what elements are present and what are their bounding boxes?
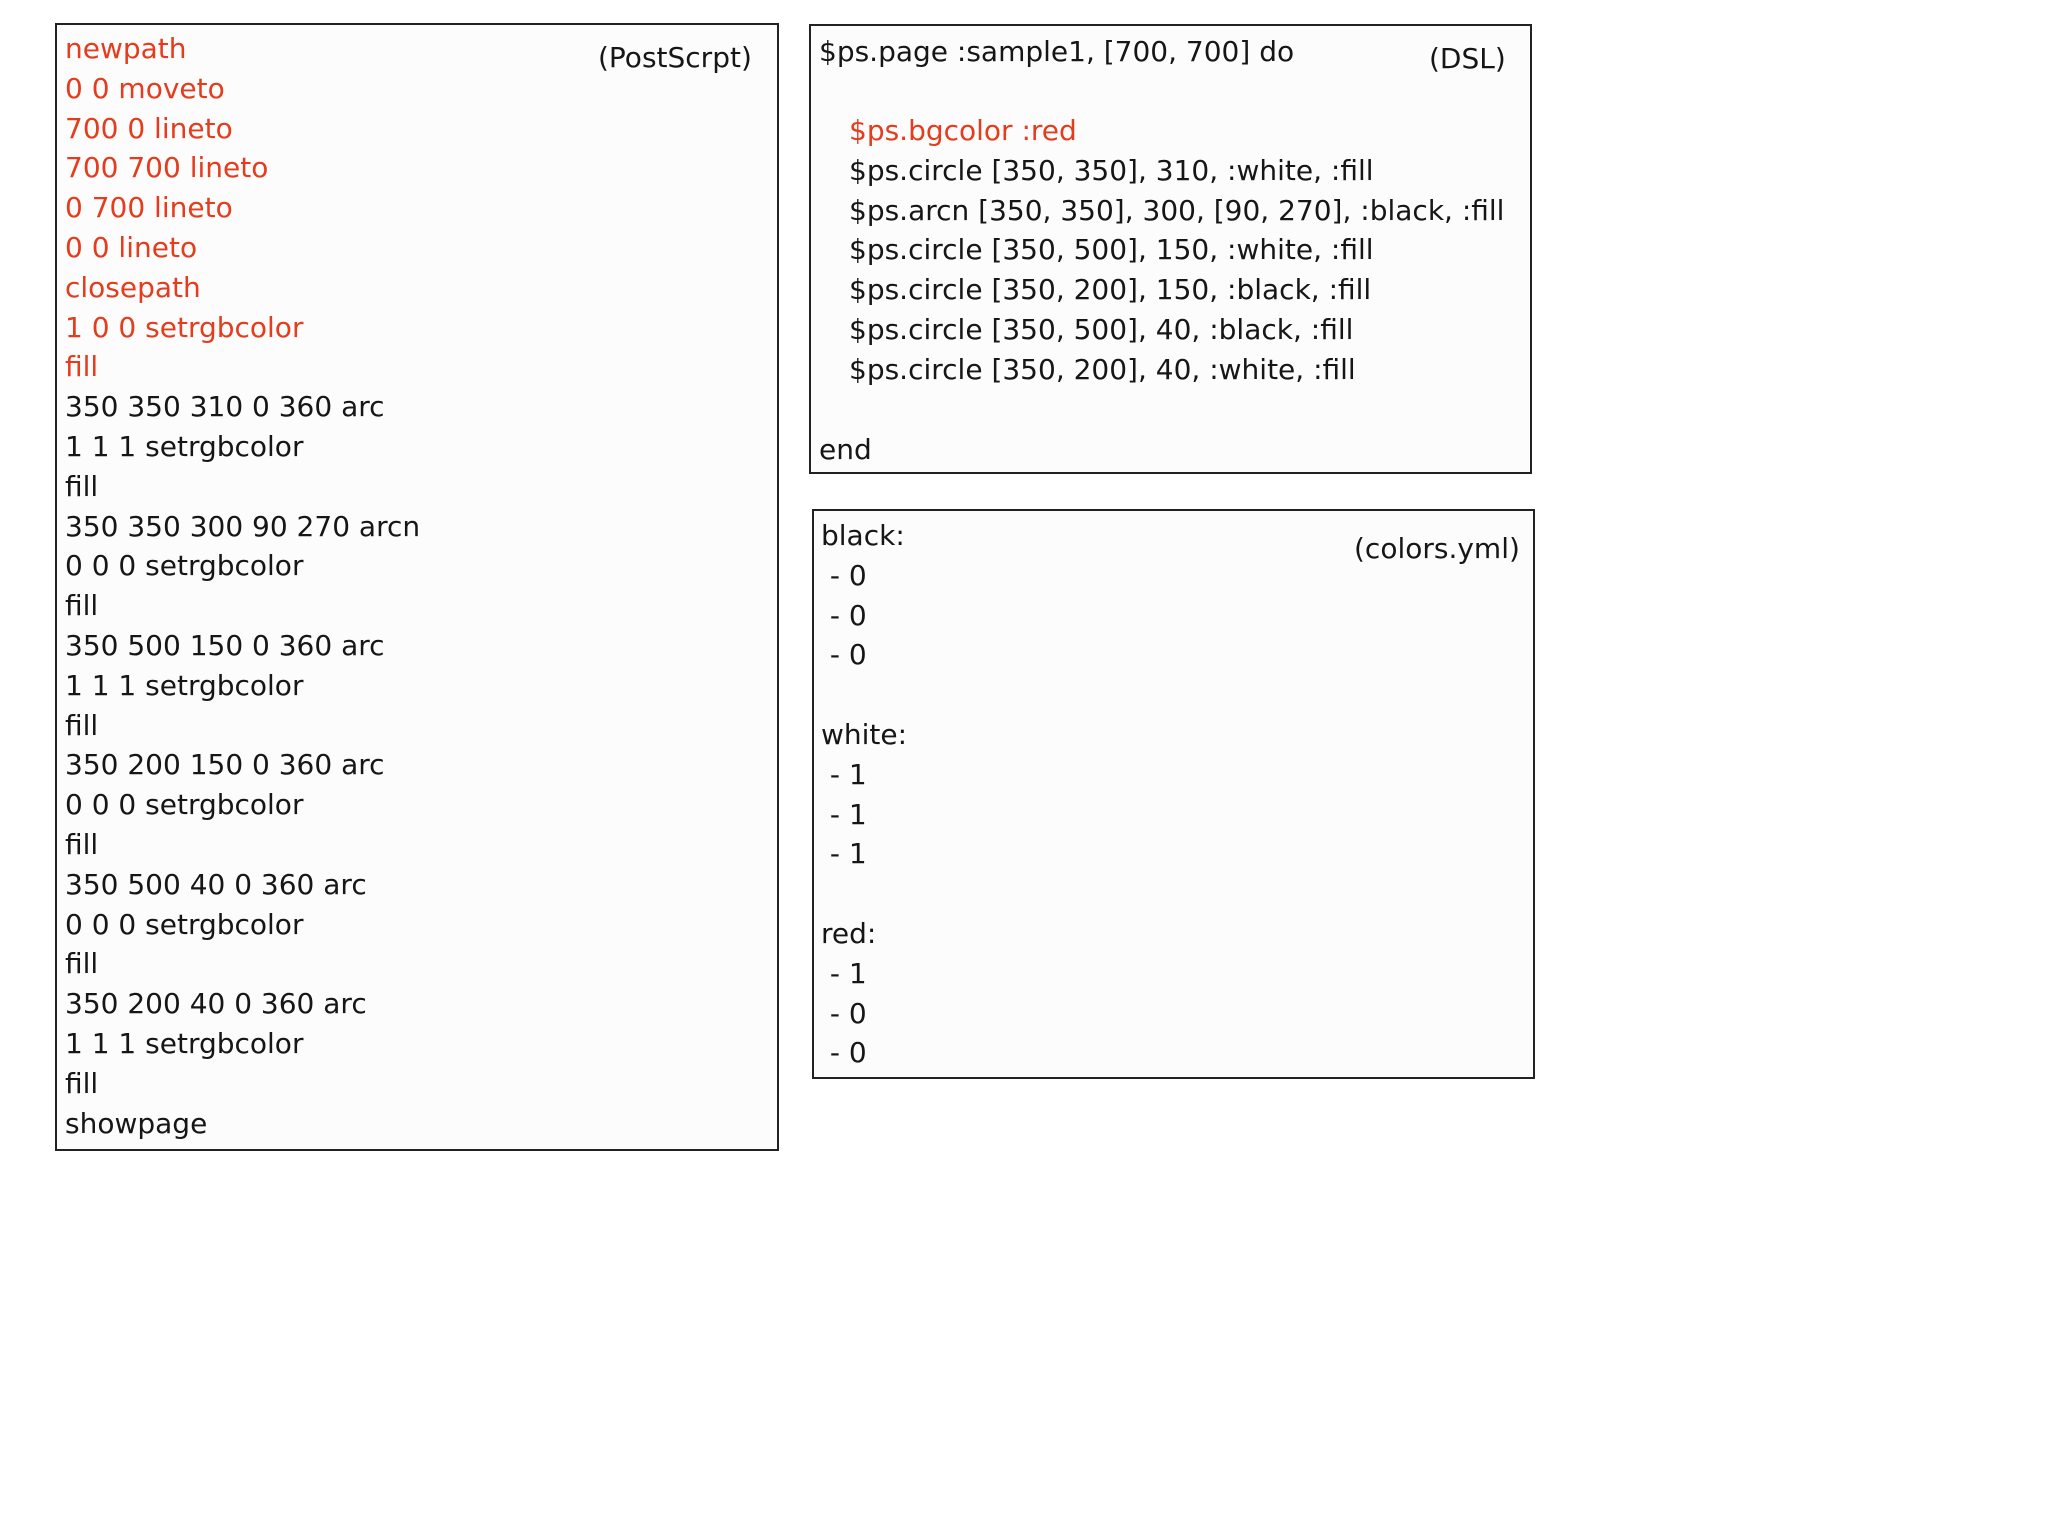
- postscript-line: showpage: [65, 1106, 208, 1140]
- colors-yml-line: red:: [821, 917, 877, 950]
- postscript-line: 0 0 lineto: [65, 231, 198, 264]
- colors-yml-panel-label: (colors.yml): [1354, 532, 1520, 565]
- dsl-code-line: $ps.arcn [350, 350], 300, [90, 270], :black, :fill: [849, 193, 1505, 227]
- dsl-code-line: $ps.circle [350, 200], 40, :white, :fill: [849, 352, 1356, 386]
- dsl-code-line: $ps.circle [350, 350], 310, :white, :fill: [849, 153, 1374, 187]
- postscript-line: newpath: [65, 32, 187, 65]
- postscript-line: 350 500 40 0 360 arc: [65, 867, 367, 901]
- postscript-line: 0 700 lineto: [65, 191, 233, 225]
- colors-yml-line: - 1: [821, 837, 867, 871]
- postscript-line: fill: [65, 708, 99, 742]
- postscript-line: 1 1 1 setrgbcolor: [65, 430, 304, 463]
- postscript-line: fill: [65, 589, 99, 623]
- postscript-line: fill: [65, 350, 99, 384]
- dsl-code-line: $ps.bgcolor :red: [849, 114, 1077, 147]
- dsl-code-line: $ps.circle [350, 500], 40, :black, :fill: [849, 313, 1354, 346]
- postscript-line: 350 350 310 0 360 arc: [65, 390, 385, 424]
- postscript-line: 1 1 1 setrgbcolor: [65, 1027, 304, 1060]
- colors-yml-line: white:: [821, 718, 908, 751]
- dsl-footer-line: end: [819, 433, 872, 466]
- dsl-panel-label: (DSL): [1429, 42, 1506, 75]
- colors-yml-line: - 1: [821, 956, 867, 990]
- postscript-panel: [55, 23, 779, 1151]
- postscript-line: 0 0 moveto: [65, 71, 225, 105]
- colors-yml-line: - 0: [821, 638, 867, 672]
- colors-yml-line: - 0: [821, 558, 867, 592]
- dsl-header-line: $ps.page :sample1, [700, 700] do: [819, 35, 1295, 68]
- postscript-line: fill: [65, 469, 99, 503]
- postscript-line: 350 200 40 0 360 arc: [65, 987, 367, 1021]
- postscript-line: fill: [65, 828, 99, 861]
- postscript-line: 0 0 0 setrgbcolor: [65, 907, 304, 941]
- postscript-line: 700 700 lineto: [65, 151, 269, 185]
- colors-yml-line: - 0: [821, 598, 867, 632]
- postscript-line: 0 0 0 setrgbcolor: [65, 549, 304, 583]
- postscript-line: 350 200 150 0 360 arc: [65, 748, 385, 782]
- colors-yml-line: - 0: [821, 996, 867, 1030]
- postscript-line: fill: [65, 1066, 99, 1100]
- dsl-code-line: $ps.circle [350, 200], 150, :black, :fill: [849, 273, 1372, 307]
- dsl-code-line: $ps.circle [350, 500], 150, :white, :fill: [849, 233, 1374, 267]
- dsl-panel: [809, 24, 1532, 474]
- postscript-line: 1 0 0 setrgbcolor: [65, 310, 304, 344]
- colors-yml-line: - 1: [821, 797, 867, 831]
- postscript-line: 350 500 150 0 360 arc: [65, 629, 385, 662]
- postscript-line: 1 1 1 setrgbcolor: [65, 668, 304, 702]
- colors-yml-line: black:: [821, 519, 905, 552]
- colors-yml-line: - 0: [821, 1036, 867, 1070]
- colors-yml-line: - 1: [821, 757, 867, 791]
- postscript-line: closepath: [65, 270, 201, 304]
- postscript-line: fill: [65, 947, 99, 981]
- postscript-line: 0 0 0 setrgbcolor: [65, 788, 304, 822]
- postscript-line: 350 350 300 90 270 arcn: [65, 509, 421, 543]
- postscript-line: 700 0 lineto: [65, 111, 233, 145]
- colors-yml-panel: [812, 509, 1535, 1079]
- postscript-panel-label: (PostScrpt): [598, 41, 752, 74]
